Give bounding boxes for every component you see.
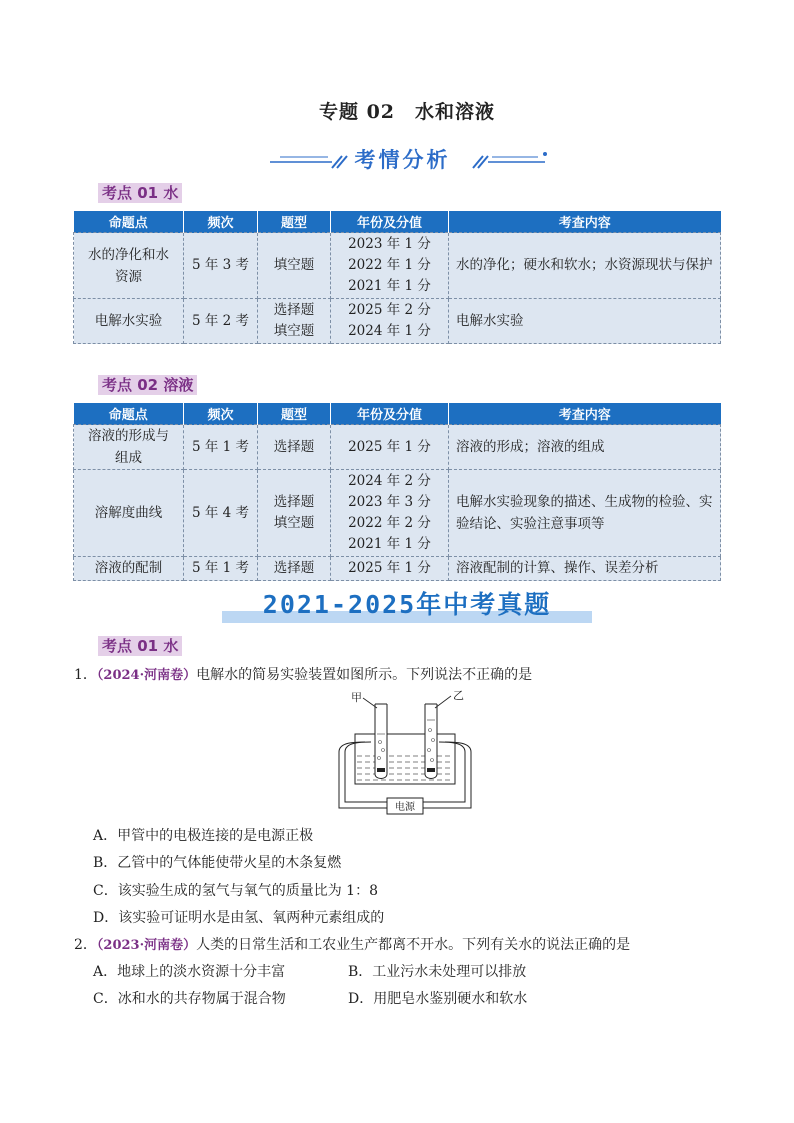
table-row — [74, 470, 721, 557]
cell-type: 选择题 填空题 — [258, 299, 331, 344]
table-row — [74, 299, 721, 344]
question-2-stem: 2．（2023·河南卷）人类的日常生活和工农业生产都离不开水。下列有关水的说法正确的是 — [74, 937, 631, 953]
q2-option-a[interactable]: A．地球上的淡水资源十分丰富 — [93, 964, 286, 980]
cell-years: 2025 年 1 分 — [331, 557, 449, 581]
cell-type: 选择题 — [258, 557, 331, 581]
table-header-row — [74, 403, 721, 425]
header-freq: 频次 — [184, 403, 258, 425]
cell-point: 溶液的配制 — [74, 557, 184, 581]
header-years: 年份及分值 — [331, 211, 449, 233]
cell-years: 2025 年 2 分 2024 年 1 分 — [331, 299, 449, 344]
header-content: 考查内容 — [449, 403, 721, 425]
cell-years: 2024 年 2 分 2023 年 3 分 2022 年 2 分 2021 年 1 分 — [331, 470, 449, 557]
cell-content: 溶液配制的计算、操作、误差分析 — [449, 557, 721, 581]
cell-years: 2023 年 1 分 2022 年 1 分 2021 年 1 分 — [331, 233, 449, 299]
q2-option-b[interactable]: B．工业污水未处理可以排放 — [348, 964, 527, 980]
q2-option-c[interactable]: C．冰和水的共存物属于混合物 — [93, 991, 286, 1007]
exam-table-solution — [73, 403, 721, 581]
header-type: 题型 — [258, 403, 331, 425]
cell-freq: 5 年 2 考 — [184, 299, 258, 344]
cell-freq: 5 年 1 考 — [184, 557, 258, 581]
table-row — [74, 233, 721, 299]
cell-freq: 5 年 3 考 — [184, 233, 258, 299]
header-years: 年份及分值 — [331, 403, 449, 425]
cell-content: 溶液的形成；溶液的组成 — [449, 425, 721, 470]
cell-type: 选择题 — [258, 425, 331, 470]
electrolysis-apparatus-figure — [325, 690, 485, 820]
section-tag-water-2: 考点 01 水 — [94, 635, 186, 656]
q2-option-d[interactable]: D．用肥皂水鉴别硬水和软水 — [348, 991, 528, 1007]
cell-point: 水的净化和水资源 — [74, 233, 184, 299]
cell-years: 2025 年 1 分 — [331, 425, 449, 470]
header-point: 命题点 — [74, 403, 184, 425]
header-point: 命题点 — [74, 211, 184, 233]
exam-table-water — [73, 211, 721, 344]
cell-point: 电解水实验 — [74, 299, 184, 344]
q1-option-a[interactable]: A．甲管中的电极连接的是电源正极 — [93, 828, 314, 844]
label-yi: 乙 — [453, 690, 464, 702]
cell-content: 电解水实验现象的描述、生成物的检验、实验结论、实验注意事项等 — [449, 470, 721, 557]
cell-point: 溶解度曲线 — [74, 470, 184, 557]
question-1-stem: 1．（2024·河南卷）电解水的简易实验装置如图所示。下列说法不正确的是 — [74, 667, 533, 683]
cell-type: 填空题 — [258, 233, 331, 299]
q1-option-c[interactable]: C．该实验生成的氢气与氧气的质量比为 1：8 — [93, 883, 378, 899]
q1-option-d[interactable]: D．该实验可证明水是由氢、氧两种元素组成的 — [93, 910, 385, 926]
q1-option-b[interactable]: B．乙管中的气体能使带火星的木条复燃 — [93, 855, 342, 871]
section-tag-solution: 考点 02 溶液 — [94, 374, 201, 395]
table-header-row — [74, 211, 721, 233]
cell-freq: 5 年 1 考 — [184, 425, 258, 470]
page-title: 专题 02 水和溶液 — [318, 101, 496, 123]
label-jia: 甲 — [351, 691, 362, 704]
cell-freq: 5 年 4 考 — [184, 470, 258, 557]
cell-point: 溶液的形成与组成 — [74, 425, 184, 470]
cell-content: 水的净化；硬水和软水；水资源现状与保护 — [449, 233, 721, 299]
banner-title: 考情分析 — [354, 148, 451, 172]
header-freq: 频次 — [184, 211, 258, 233]
header-content: 考查内容 — [449, 211, 721, 233]
header-type: 题型 — [258, 211, 331, 233]
cell-content: 电解水实验 — [449, 299, 721, 344]
section-tag-water: 考点 01 水 — [94, 182, 186, 203]
label-power: 电源 — [395, 802, 415, 813]
table-row — [74, 557, 721, 581]
real-banner-title: 2021-2025年中考真题 — [262, 590, 552, 619]
table-row — [74, 425, 721, 470]
cell-type: 选择题 填空题 — [258, 470, 331, 557]
